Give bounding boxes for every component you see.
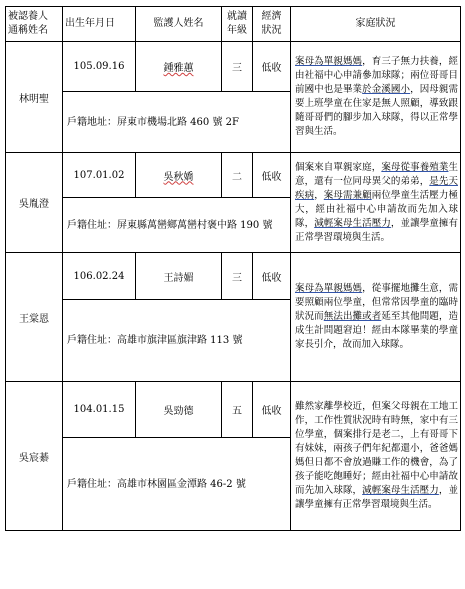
family-status-text (295, 401, 458, 510)
text-segment: 兩位學童生活壓力極大，經由社福中心申請故而先加入球隊， (295, 189, 458, 229)
header-guardian-name-text: 監護人姓名 (153, 18, 204, 29)
underlined-text: 減輕案母生活壓力 (362, 485, 439, 496)
guardian-name: 吳秋嬌 (163, 171, 194, 183)
text-segment: ，並讓學童擁有正常學習環境與生活。 (295, 485, 458, 510)
grade-cell (222, 42, 253, 92)
household-address: 戶籍住址：高雄市旗津區旗津路 113 號 (67, 335, 243, 346)
header-grade-text: 就讀 年級 (227, 11, 247, 36)
economic-status: 低收 (261, 63, 282, 74)
guardian-name: 吳勁德 (163, 406, 194, 417)
address-cell (63, 92, 291, 153)
address-cell (63, 300, 291, 382)
family-status-text (295, 162, 458, 243)
birth-date: 106.02.24 (73, 270, 125, 282)
guardian-name-cell (136, 42, 222, 92)
header-family-status-text: 家庭狀況 (355, 18, 396, 29)
text-segment: 生意，還有一位同母異父的弟弟， (295, 161, 458, 187)
guardian-name: 王詩媚 (163, 272, 194, 284)
header-beneficiary-name (6, 7, 63, 42)
adoption-table (5, 6, 461, 531)
underlined-text: 案母為單親媽媽 (295, 56, 363, 67)
text-segment: ，從事擺地攤生意，需要照顧兩位學童，但常常因學童的臨時狀況而 (295, 283, 458, 322)
economic-status: 低收 (261, 272, 282, 284)
header-row (6, 7, 461, 42)
birth-date-cell (63, 153, 136, 198)
guardian-name-cell (136, 382, 222, 438)
birth-date-cell (63, 42, 136, 92)
economic-status: 低收 (261, 406, 282, 417)
grade: 五 (232, 406, 242, 417)
beneficiary-name-cell (6, 253, 63, 382)
beneficiary-name-cell (6, 42, 63, 153)
text-segment: ， (314, 189, 324, 201)
header-beneficiary-name-text: 被認養人 通稱姓名 (8, 11, 48, 36)
guardian-name: 鍾雅蕙 (163, 63, 194, 74)
header-guardian-name (136, 7, 222, 42)
household-address: 戶籍住址：屏東縣萬巒鄉萬巒村褒中路 190 號 (67, 219, 273, 231)
birth-date: 107.01.02 (73, 169, 125, 181)
family-status-cell (291, 153, 461, 253)
economic-status: 低收 (261, 171, 282, 183)
underlined-text: 於金溪國小 (362, 84, 411, 95)
grade-cell (222, 153, 253, 198)
economic-status-cell (253, 153, 291, 198)
address-cell (63, 438, 291, 531)
grade-cell (222, 382, 253, 438)
beneficiary-name-cell (6, 382, 63, 531)
beneficiary-name: 林明聖 (19, 93, 49, 105)
header-economic-status-text: 經濟 狀況 (261, 11, 282, 36)
table-row (6, 382, 461, 438)
text-segment: ，並讓學童擁有正常學習環境與生活。 (295, 217, 458, 243)
text-segment: 個案來自單親家庭， (295, 161, 382, 173)
header-economic-status (253, 7, 291, 42)
text-segment: ，因母親需要上班學童在住家是無人照顧，導致跟隨哥哥們的腳步加入球隊，得以正常學習與生活。 (295, 84, 458, 137)
birth-date: 104.01.15 (73, 404, 125, 415)
table-body (6, 42, 461, 531)
guardian-name-cell (136, 253, 222, 300)
family-status-cell (291, 42, 461, 153)
beneficiary-name: 吳宸綦 (19, 452, 49, 464)
economic-status-cell (253, 42, 291, 92)
beneficiary-name: 王棠恩 (19, 313, 49, 325)
underlined-text: 案母需兼顧 (323, 189, 372, 201)
household-address: 戶籍住址：高雄市林園區金潭路 46-2 號 (67, 478, 246, 490)
guardian-name-cell (136, 153, 222, 198)
table-row (6, 253, 461, 300)
family-status-cell (291, 382, 461, 531)
address-cell (63, 198, 291, 253)
beneficiary-name: 吳胤澄 (19, 199, 49, 210)
economic-status-cell (253, 382, 291, 438)
underlined-text: 無法出攤或者 (323, 311, 382, 322)
table-row (6, 42, 461, 92)
underlined-text: 是先天疾病 (295, 175, 458, 201)
birth-date-cell (63, 253, 136, 300)
economic-status-cell (253, 253, 291, 300)
household-address: 戶籍地址：屏東市機場北路 460 號 2F (67, 116, 239, 128)
underlined-text: 減輕案母生活壓力 (314, 217, 391, 229)
text-segment: 延至其他問題，造成生計問題窘迫！經由本隊畢業的學童家長引介，故而加入球隊。 (295, 311, 458, 350)
header-family-status (291, 7, 461, 42)
header-grade (222, 7, 253, 42)
header-birth-date-text: 出生年月日 (65, 18, 115, 29)
family-status-text (295, 283, 458, 350)
birth-date: 105.09.16 (73, 61, 125, 72)
grade: 二 (232, 171, 242, 183)
grade-cell (222, 253, 253, 300)
family-status-text (295, 56, 458, 137)
birth-date-cell (63, 382, 136, 438)
table-row (6, 153, 461, 198)
text-segment: ，育三子無力扶養，經由社福中心申請參加球隊；兩位哥哥目前國中也是畢業 (295, 56, 458, 95)
underlined-text: 案母為單親媽媽 (295, 283, 363, 294)
family-status-cell (291, 253, 461, 382)
underlined-text: 案母從事養殖業 (381, 161, 449, 173)
grade: 三 (232, 272, 242, 284)
beneficiary-name-cell (6, 153, 63, 253)
grade: 三 (232, 63, 242, 74)
header-birth-date (63, 7, 136, 42)
text-segment: 雖然家離學校近，但案父母親在工地工作，工作性質狀況時有時無，家中有三位學童，個案排行是老二，上有哥哥下有妹妹，兩孩子們年紀都還小，爸爸媽媽但日都不會放過賺工作的機會，為了孩子能吃飽睡好；經由社福中心申請故而先加入球隊， (295, 401, 458, 496)
